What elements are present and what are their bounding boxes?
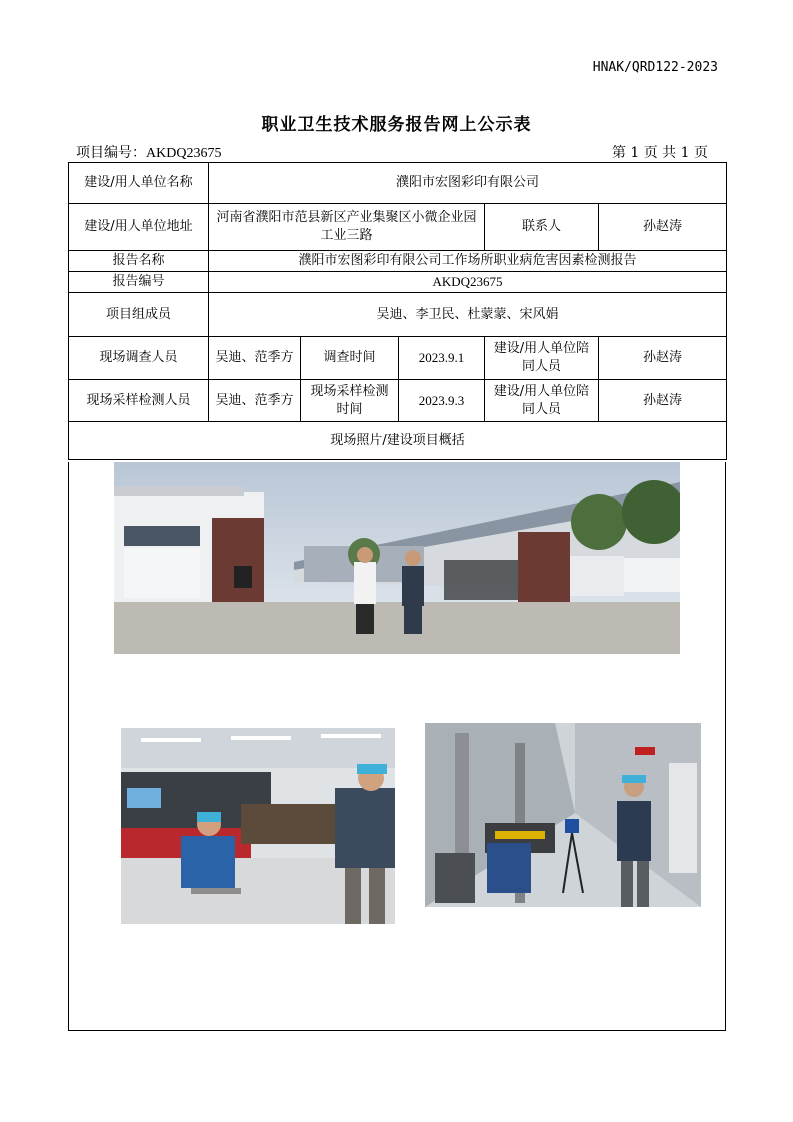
project-number xyxy=(76,142,221,162)
workshop-photo-right xyxy=(425,723,701,907)
survey-staff-label: 现场调查人员 xyxy=(69,337,209,380)
factory-gate-image xyxy=(114,462,680,654)
factory-gate-photo xyxy=(114,462,680,654)
report-name-label: 报告名称 xyxy=(69,251,209,272)
meta-row xyxy=(76,142,708,162)
sampling-time-value: 2023.9.3 xyxy=(399,380,485,422)
photo-section-label: 现场照片/建设项目概括 xyxy=(69,422,727,460)
page-info: 第 1 页 共 1 页 xyxy=(611,145,708,161)
members-label: 项目组成员 xyxy=(69,293,209,337)
unit-name-value: 濮阳市宏图彩印有限公司 xyxy=(209,163,727,204)
document-code: HNAK/QRD122-2023 xyxy=(592,60,718,75)
sampling-escort-value: 孙赵涛 xyxy=(599,380,727,422)
workshop-right-image xyxy=(425,723,701,907)
project-number-value: AKDQ23675 xyxy=(146,146,222,161)
members-value: 吴迪、李卫民、杜蒙蒙、宋风娟 xyxy=(209,293,727,337)
survey-escort-label: 建设/用人单位陪同人员 xyxy=(485,337,599,380)
photo-area xyxy=(68,462,726,1031)
report-form-table xyxy=(68,162,727,460)
report-name-value: 濮阳市宏图彩印有限公司工作场所职业病危害因素检测报告 xyxy=(209,251,727,272)
sampling-time-label: 现场采样检测时间 xyxy=(301,380,399,422)
sampling-escort-label: 建设/用人单位陪同人员 xyxy=(485,380,599,422)
survey-time-label: 调查时间 xyxy=(301,337,399,380)
sampling-staff-label: 现场采样检测人员 xyxy=(69,380,209,422)
contact-label: 联系人 xyxy=(485,204,599,251)
unit-name-label: 建设/用人单位名称 xyxy=(69,163,209,204)
document-title: 职业卫生技术服务报告网上公示表 xyxy=(261,115,532,135)
survey-time-value: 2023.9.1 xyxy=(399,337,485,380)
survey-staff-value: 吴迪、范季方 xyxy=(209,337,301,380)
contact-value: 孙赵涛 xyxy=(599,204,727,251)
workshop-photo-left xyxy=(121,728,395,924)
report-number-label: 报告编号 xyxy=(69,272,209,293)
sampling-staff-value: 吴迪、范季方 xyxy=(209,380,301,422)
report-number-value: AKDQ23675 xyxy=(209,272,727,293)
project-number-label: 项目编号： xyxy=(76,145,146,161)
unit-address-value: 河南省濮阳市范县新区产业集聚区小微企业园工业三路 xyxy=(209,204,485,251)
survey-escort-value: 孙赵涛 xyxy=(599,337,727,380)
workshop-left-image xyxy=(121,728,395,924)
unit-address-label: 建设/用人单位地址 xyxy=(69,204,209,251)
